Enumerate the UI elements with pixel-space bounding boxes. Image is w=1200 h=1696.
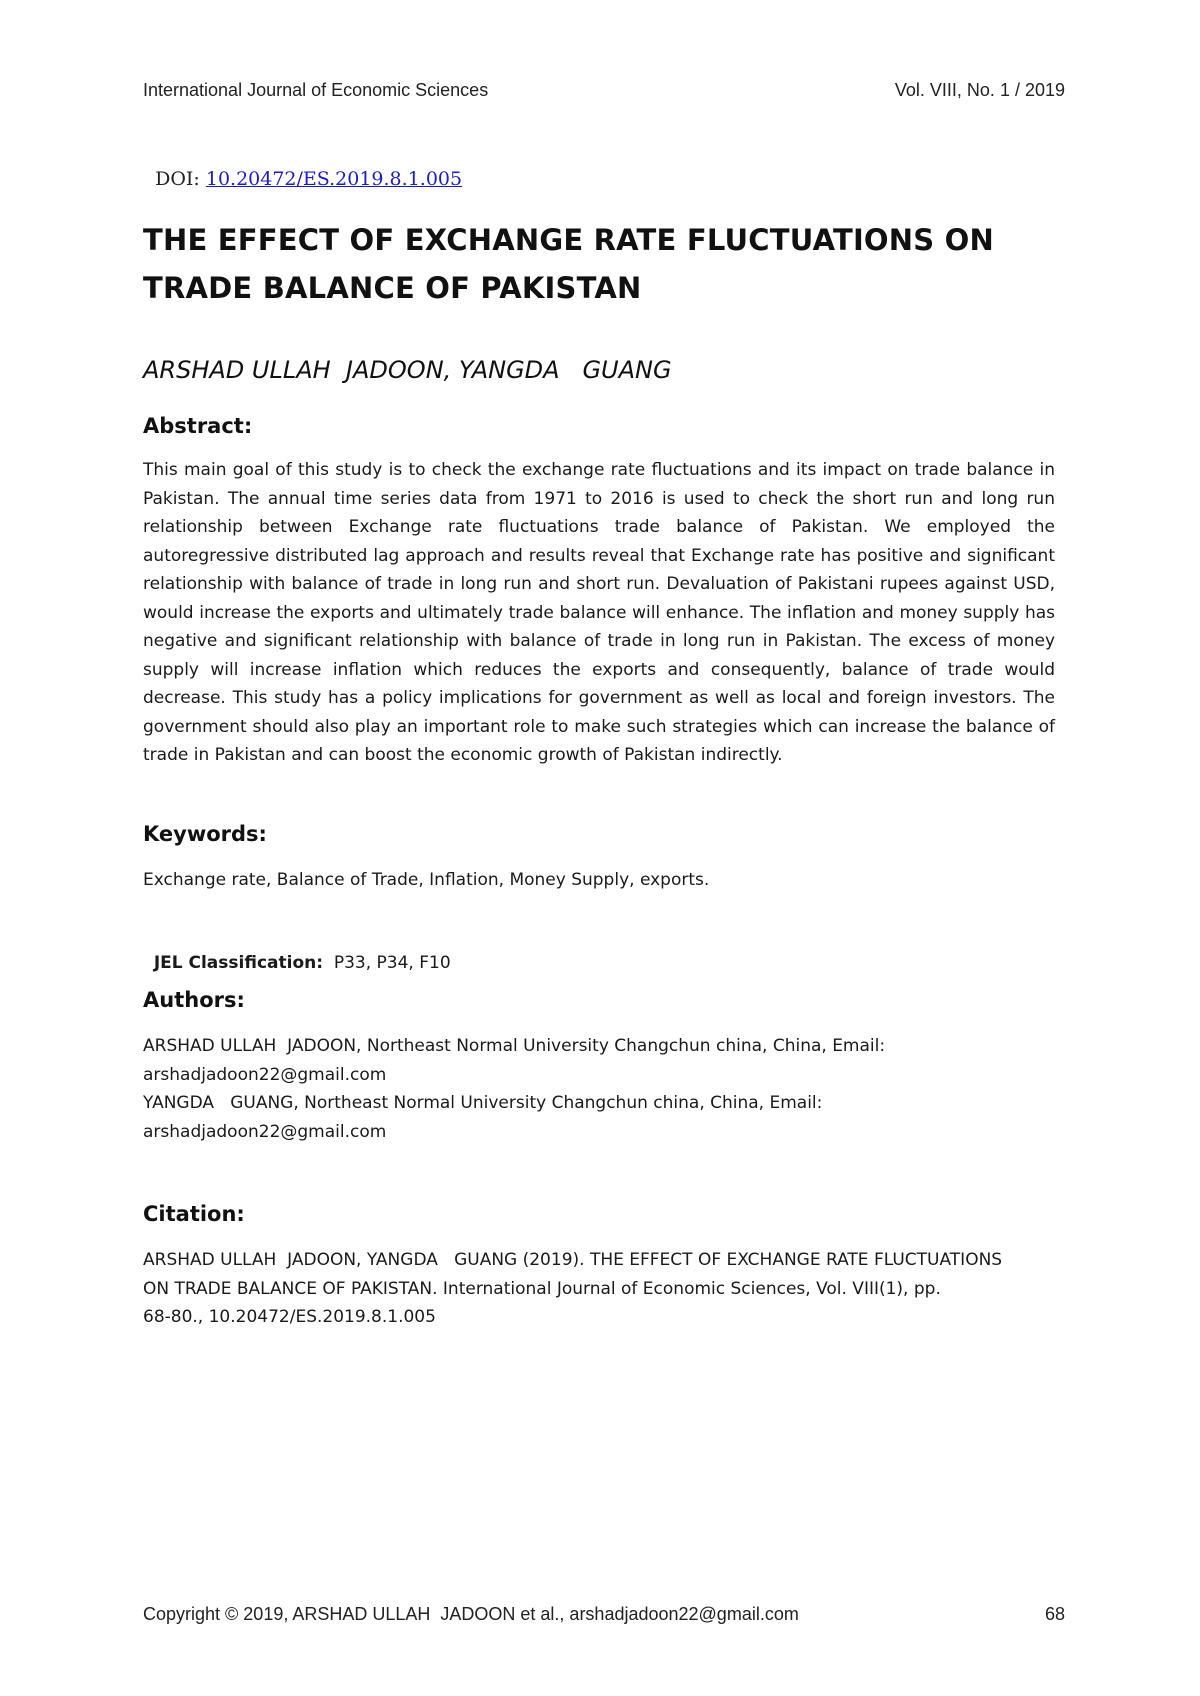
page-number: 68 xyxy=(1044,1604,1065,1624)
keywords-heading: Keywords: xyxy=(143,822,267,846)
volume-issue: Vol. VIII, No. 1 / 2019 xyxy=(894,80,1065,100)
keywords-text: Exchange rate, Balance of Trade, Inflation, Money Supply, exports. xyxy=(143,870,710,890)
doi-link[interactable]: 10.20472/ES.2019.8.1.005 xyxy=(205,168,463,190)
title-line-1: THE EFFECT OF EXCHANGE RATE FLUCTUATIONS ON xyxy=(143,223,994,257)
journal-name: International Journal of Economic Sciences xyxy=(143,80,489,100)
citation-line: ON TRADE BALANCE OF PAKISTAN. International Journal of Economic Sciences, Vol. VIII(1), pp. xyxy=(143,1278,941,1299)
author-names: ARSHAD ULLAH JADOON, YANGDA GUANG xyxy=(143,356,672,384)
authors-heading: Authors: xyxy=(143,988,245,1012)
doi-label: DOI: xyxy=(155,168,206,190)
author-email-line: arshadjadoon22@gmail.com xyxy=(143,1064,387,1085)
copyright-notice: Copyright © 2019, ARSHAD ULLAH JADOON et al., arshadjadoon22@gmail.com xyxy=(143,1604,799,1624)
title-line-2: TRADE BALANCE OF PAKISTAN xyxy=(143,271,642,305)
jel-codes: P33, P34, F10 xyxy=(333,952,451,973)
jel-classification xyxy=(143,920,451,977)
abstract-text: This main goal of this study is to check the exchange rate fluctuations and its impact on trade balance in Pakistan. The annual time series data from 1971 to 2016 is used to check the short run and long run relationship between Exchange rate fluctuations trade balance of Pakistan. We employed the autoregressive distributed lag approach and results reveal that Exchange rate has positive and significant relationship with balance of trade in long run and short run. Devaluation of Pakistani rupees against USD, would increase the exports and ultimately trade balance will enhance. The inflation and money supply has negative and significant relationship with balance of trade in long run in Pakistan. The excess of money supply will increase inflation which reduces the exports and consequently, balance of trade would decrease. This study has a policy implications for government as well as local and foreign investors. The government should also play an important role to make such strategies which can increase the balance of trade in Pakistan and can boost the economic growth of Pakistan indirectly. xyxy=(143,460,1055,765)
citation-text xyxy=(143,1246,1002,1332)
jel-label: JEL Classification: xyxy=(153,952,324,973)
author-affiliation-line: ARSHAD ULLAH JADOON, Northeast Normal University Changchun china, China, Email: xyxy=(143,1036,886,1056)
abstract-heading: Abstract: xyxy=(143,414,253,438)
author-affiliation-line: YANGDA GUANG, Northeast Normal University Changchun china, China, Email: xyxy=(143,1093,823,1113)
paper-title xyxy=(143,216,1073,312)
authors-list xyxy=(143,1032,885,1146)
citation-line: 68-80., 10.20472/ES.2019.8.1.005 xyxy=(143,1307,436,1327)
doi-line xyxy=(143,146,462,190)
author-email-line: arshadjadoon22@gmail.com xyxy=(143,1121,387,1142)
citation-line: ARSHAD ULLAH JADOON, YANGDA GUANG (2019). THE EFFECT OF EXCHANGE RATE FLUCTUATIONS xyxy=(143,1250,1003,1270)
citation-heading: Citation: xyxy=(143,1202,245,1226)
